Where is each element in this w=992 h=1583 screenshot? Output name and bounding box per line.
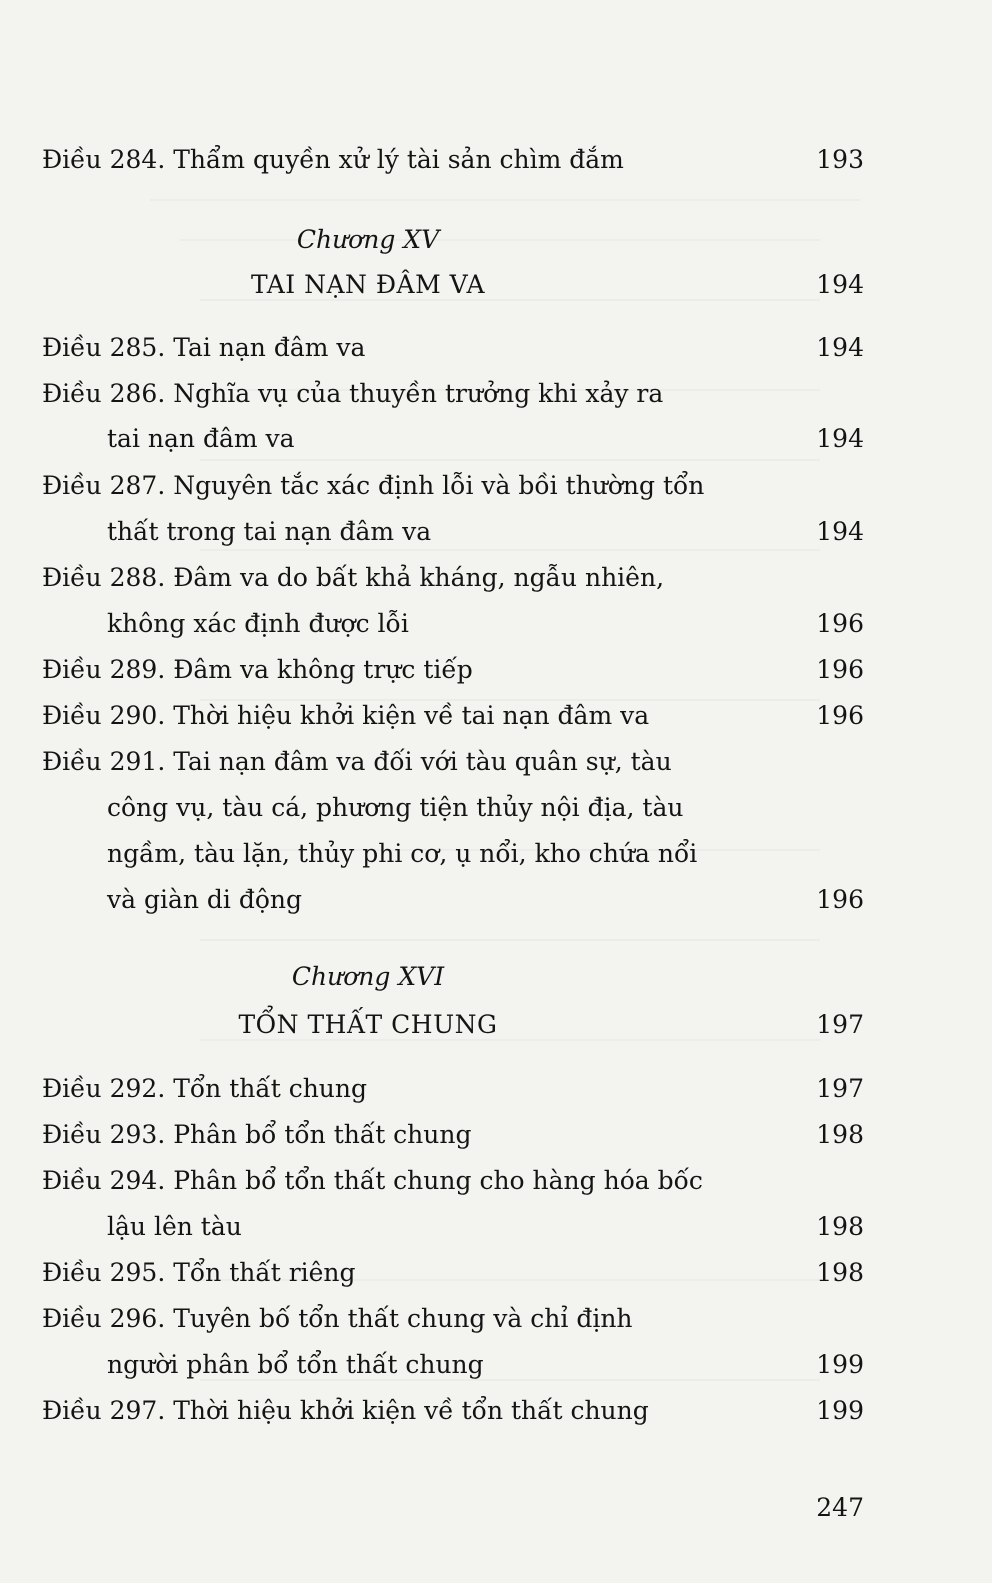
chapter-heading-row bbox=[0, 262, 992, 308]
entry-page-number: 199 bbox=[816, 1350, 864, 1379]
entry-title-cont: công vụ, tàu cá, phương tiện thủy nội địa, tàu bbox=[107, 793, 684, 822]
toc-entry bbox=[0, 1158, 992, 1204]
entry-title: Điều 286. Nghĩa vụ của thuyền trưởng khi xảy ra bbox=[42, 379, 664, 408]
entry-title-cont: thất trong tai nạn đâm va bbox=[107, 517, 432, 546]
entry-page-number: 194 bbox=[816, 517, 864, 546]
entry-page-number: 196 bbox=[816, 609, 864, 638]
toc-entry-continuation bbox=[0, 509, 992, 555]
entry-title: Điều 297. Thời hiệu khởi kiện về tổn thất chung bbox=[42, 1396, 649, 1425]
toc-entry bbox=[0, 463, 992, 509]
entry-title: Điều 284. Thẩm quyền xử lý tài sản chìm đắm bbox=[42, 145, 624, 174]
entry-title-cont: tai nạn đâm va bbox=[107, 424, 295, 453]
entry-title: Điều 289. Đâm va không trực tiếp bbox=[42, 655, 473, 684]
entry-title-cont: không xác định được lỗi bbox=[107, 609, 409, 638]
entry-title-cont: và giàn di động bbox=[107, 885, 303, 914]
toc-entry bbox=[0, 555, 992, 601]
entry-page-number: 194 bbox=[816, 333, 864, 362]
entry-title: Điều 288. Đâm va do bất khả kháng, ngẫu nhiên, bbox=[42, 563, 665, 592]
entry-title: Điều 290. Thời hiệu khởi kiện về tai nạn đâm va bbox=[42, 701, 650, 730]
toc-entry-continuation bbox=[0, 1342, 992, 1388]
toc-entry bbox=[0, 1250, 992, 1296]
entry-title: Điều 285. Tai nạn đâm va bbox=[42, 333, 366, 362]
entry-page-number: 194 bbox=[816, 424, 864, 453]
chapter-label: Chương XV bbox=[296, 225, 440, 254]
entry-title-cont: người phân bổ tổn thất chung bbox=[107, 1350, 484, 1379]
toc-entry bbox=[0, 1296, 992, 1342]
toc-entry-continuation bbox=[0, 831, 992, 877]
entry-title-cont: lậu lên tàu bbox=[107, 1212, 242, 1241]
chapter-page-number: 194 bbox=[816, 270, 864, 299]
toc-entry bbox=[0, 693, 992, 739]
chapter-label: Chương XVI bbox=[291, 962, 445, 991]
toc-entry-continuation bbox=[0, 785, 992, 831]
entry-title-cont: ngầm, tàu lặn, thủy phi cơ, ụ nổi, kho chứa nổi bbox=[107, 839, 698, 868]
entry-title: Điều 296. Tuyên bố tổn thất chung và chỉ định bbox=[42, 1304, 633, 1333]
entry-page-number: 196 bbox=[816, 655, 864, 684]
entry-page-number: 196 bbox=[816, 701, 864, 730]
entry-page-number: 196 bbox=[816, 885, 864, 914]
toc-entry bbox=[0, 1066, 992, 1112]
entry-page-number: 197 bbox=[816, 1074, 864, 1103]
entry-title: Điều 291. Tai nạn đâm va đối với tàu quân sự, tàu bbox=[42, 747, 672, 776]
toc-entry bbox=[0, 739, 992, 785]
entry-title: Điều 295. Tổn thất riêng bbox=[42, 1258, 356, 1287]
chapter-title: TỔN THẤT CHUNG bbox=[238, 1010, 498, 1039]
toc-entry bbox=[0, 1388, 992, 1434]
toc-entry-continuation bbox=[0, 601, 992, 647]
entry-page-number: 198 bbox=[816, 1258, 864, 1287]
toc-entry-continuation bbox=[0, 1204, 992, 1250]
chapter-heading-row bbox=[0, 1002, 992, 1048]
toc-entry-continuation bbox=[0, 416, 992, 462]
toc-entry bbox=[0, 1112, 992, 1158]
toc-entry bbox=[0, 325, 992, 371]
toc-entry bbox=[0, 647, 992, 693]
chapter-title: TAI NẠN ĐÂM VA bbox=[250, 270, 486, 299]
toc-entry-continuation bbox=[0, 877, 992, 923]
entry-title: Điều 292. Tổn thất chung bbox=[42, 1074, 367, 1103]
chapter-page-number: 197 bbox=[816, 1010, 864, 1039]
entry-page-number: 193 bbox=[816, 145, 864, 174]
page-folio-number: 247 bbox=[816, 1493, 864, 1522]
entry-title: Điều 294. Phân bổ tổn thất chung cho hàng hóa bốc bbox=[42, 1166, 703, 1195]
entry-title: Điều 287. Nguyên tắc xác định lỗi và bồi thường tổn bbox=[42, 471, 705, 500]
toc-entry bbox=[0, 137, 992, 183]
entry-page-number: 198 bbox=[816, 1120, 864, 1149]
toc-entry bbox=[0, 371, 992, 417]
entry-title: Điều 293. Phân bổ tổn thất chung bbox=[42, 1120, 472, 1149]
entry-page-number: 198 bbox=[816, 1212, 864, 1241]
entry-page-number: 199 bbox=[816, 1396, 864, 1425]
